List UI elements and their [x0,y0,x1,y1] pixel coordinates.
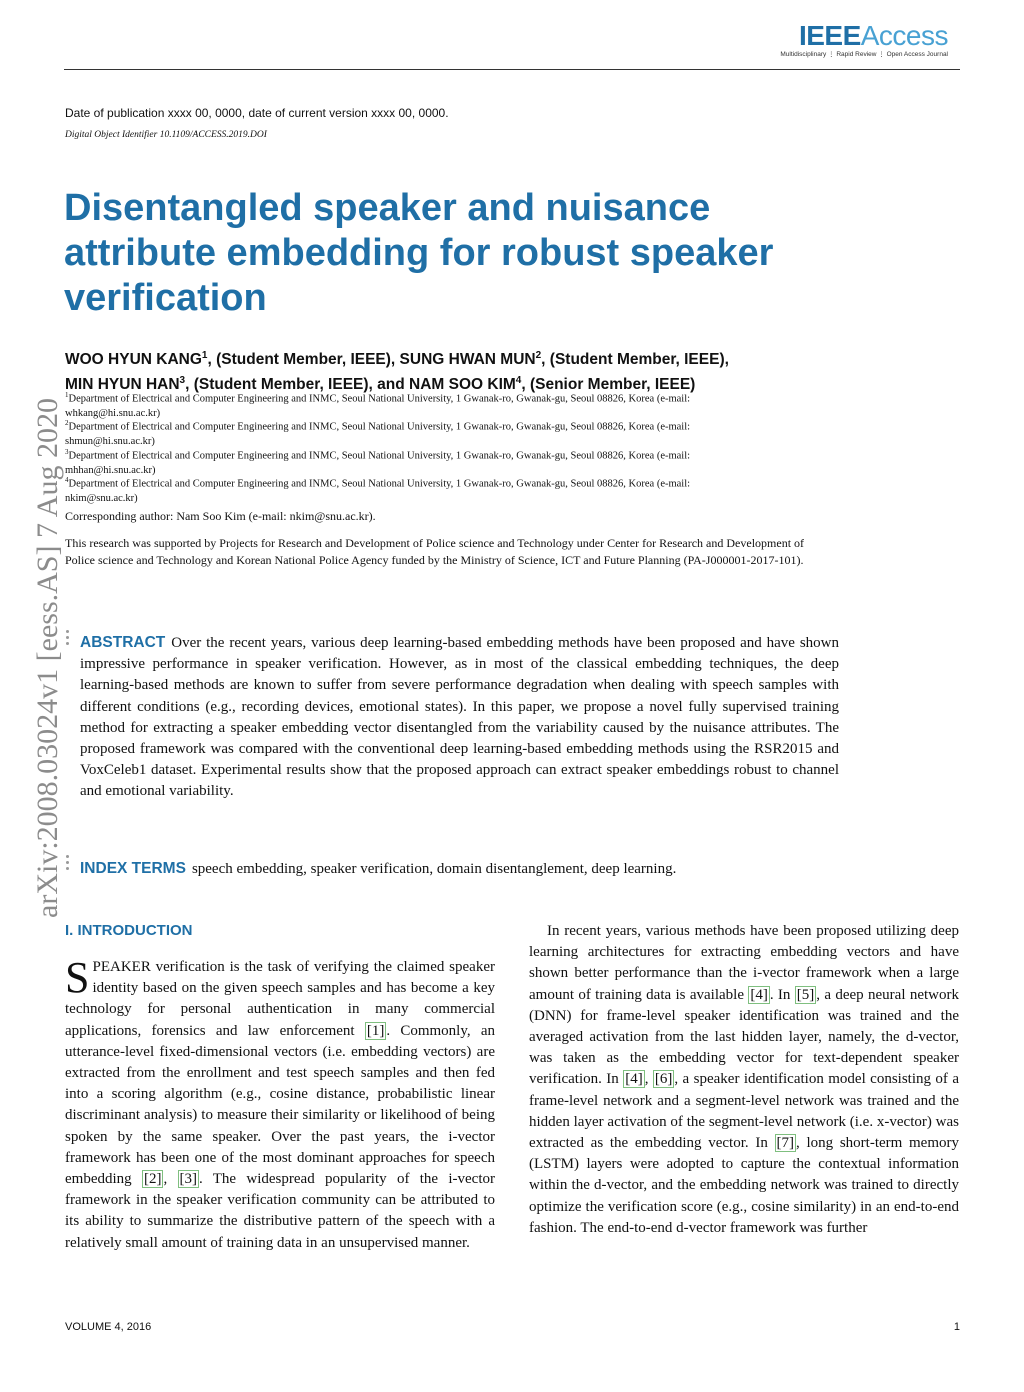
author-role: , (Senior Member, IEEE) [521,376,696,394]
paragraph-text: PEAKER verification is the task of verifying the claimed speaker identity based on the given speech samples and has become a key technology for personal authentication in many commercial applications, forensics and law enforcement [65,959,495,1039]
paragraph-text: In recent years, various methods have been proposed utilizing deep learning architectures for extracting embedding vectors and have shown better performance than the i-vector framework when a large amount of training data is available [529,923,959,1003]
publication-date: Date of publication xxxx 00, 0000, date of current version xxxx 00, 0000. [65,106,449,120]
dropcap: S [65,953,90,1002]
footer-volume: VOLUME 4, 2016 [65,1321,152,1333]
author-role: , (Student Member, IEEE), and [185,376,410,394]
affiliation-email[interactable]: whkang@hi.snu.ac.kr) [65,407,161,419]
affiliation-text: Department of Electrical and Computer Engineering and INMC, Seoul National University, 1 Gwanak-ro, Gwanak-gu, Seoul 08826, Korea (e-mail: [68,393,691,405]
paper-title: Disentangled speaker and nuisance attribute embedding for robust speaker verification [64,187,774,319]
author-name: NAM SOO KIM [409,376,516,394]
author-name: SUNG HWAN MUN [399,351,536,369]
author-sup: 4 [515,375,522,387]
abstract [80,632,839,803]
index-terms [80,858,839,880]
journal-logo [780,20,948,58]
citation-link[interactable]: [5] [796,986,815,1003]
dots-icon [65,855,71,873]
author-role: , (Student Member, IEEE), [207,351,400,369]
author-name: WOO HYUN KANG [65,351,202,369]
author-sup: 3 [179,375,186,387]
paragraph: SPEAKER verification is the task of verifying the claimed speaker identity based on the given speech samples and has become a key technology for personal authentication in many commercial applications, forensics and law enforcement [1] . Commonly, an utterance-level fixed-dimensional vectors (i.e. embedding vectors) are extracted from the enrollment and test speech samples and then fed into a scoring algorithm (e.g., cosine distance, probabilistic linear discriminant analysis) to measure their similarity or likelihood of being spoken by the same speaker. Over the past years, the i-vector framework has been one of the most dominant approaches for speech embedding [2] , [3] . The widespread popularity of the i-vector framework in the speaker verification community can be attributed to its ability to summarize the distributive pattern of the speech with a relatively small amount of training data in an unsupervised manner. [65,953,495,1251]
body-column-right [529,921,959,1239]
citation-link[interactable]: [6] [654,1071,673,1088]
dots-icon [65,630,71,648]
affiliation-sup: 1 [65,391,69,399]
affiliation-sup: 3 [65,448,69,456]
affiliation [65,416,785,449]
affiliation [65,473,785,506]
affiliation-text: Department of Electrical and Computer Engineering and INMC, Seoul National University, 1 Gwanak-ro, Gwanak-gu, Seoul 08826, Korea (e-mail: [68,478,691,490]
paragraph-text: , a speaker identification model consisting of a frame-level network and a segment-level network was trained and the hidden layer activation of the segment-level network (i.e. x-vector) was extracted as the embedding vector. In [529,1071,959,1152]
affiliation-sup: 4 [65,476,69,484]
paragraph-text: , long short-term memory (LSTM) layers were adopted to capture the contextual information within the d-vector, and the embedding network was trained to directly optimize the verification score (e.g., cosine similarity) in an end-to-end fashion. The end-to-end d-vector framework was further [529,1135,959,1236]
abstract-label: ABSTRACT [80,634,166,651]
doi: Digital Object Identifier 10.1109/ACCESS.2019.DOI [65,130,267,140]
citation-link[interactable]: [4] [750,986,768,1003]
citation-link[interactable]: [3] [179,1171,197,1188]
index-terms-label: INDEX TERMS [80,860,186,877]
page-number: 1 [953,1321,960,1333]
author-role: , (Student Member, IEEE), [541,351,729,369]
paragraph: In recent years, various methods have been proposed utilizing deep learning architectures for extracting embedding vectors and have shown better performance than the i-vector framework when a large amount of training data is available [4] . In [5] , a deep neural network (DNN) for frame-level speaker identification was trained and the averaged activation from the last hidden layer, namely, the d-vector, was taken as the embedding vector for text-dependent speaker verification. In [4] , [6] , a speaker identification model consisting of a frame-level network and a segment-level network was trained and the hidden layer activation of the segment-level network (i.e. x-vector) was extracted as the embedding vector. In [7] , long short-term memory (LSTM) layers were adopted to capture the contextual information within the d-vector, and the embedding network was trained to directly optimize the verification score (e.g., cosine similarity) in an end-to-end fashion. The end-to-end d-vector framework was further [529,923,959,1236]
author-sup: 2 [535,350,542,361]
affiliation-text: Department of Electrical and Computer Engineering and INMC, Seoul National University, 1 Gwanak-ro, Gwanak-gu, Seoul 08826, Korea (e-mail: [68,450,691,462]
body-column-left [65,953,495,1254]
section-heading: I. INTRODUCTION [65,922,193,939]
citation-link[interactable]: [7] [776,1135,795,1152]
logo-access: Access [860,20,948,51]
corresponding-author: Corresponding author: Nam Soo Kim (e-mail: nkim@snu.ac.kr). [65,509,376,523]
author-name: MIN HYUN HAN [65,376,180,394]
affiliation-email[interactable]: shmun@hi.snu.ac.kr) [65,435,155,447]
header-rule [64,69,960,70]
author-sup: 1 [201,350,208,361]
paragraph-text: . The widespread popularity of the i-vector framework in the speaker verification community can be attributed to its ability to summarize the distributive pattern of the speech with a relatively small amount of training data in an unsupervised manner. [65,1171,495,1251]
funding-note: This research was supported by Projects for Research and Development of Police science and Technology under Center for Research and Development of Police science and Technology and Korean National Police Agency funded by the Ministry of Science, ICT and Future Planning (PA-J000001-2017-101). [65,536,805,567]
citation-link[interactable]: [1] [366,1022,385,1039]
abstract-text: Over the recent years, various deep learning-based embedding methods have been proposed and have shown impressive performance in speaker verification. However, as in most of the classical embedding techniques, the deep learning-based methods are known to suffer from severe performance degradation when dealing with speech samples with different conditions (e.g., recording devices, emotional states). In this paper, we propose a novel fully supervised training method for extracting a speaker embedding vector disentangled from the variability caused by the nuisance attributes. The proposed framework was compared with the conventional deep learning-based embedding methods using the RSR2015 and VoxCeleb1 dataset. Experimental results show that the proposed approach can extract speaker embeddings robust to channel and emotional variability. [80,635,839,800]
paragraph-text: . In [769,986,795,1003]
paragraph-text: . Commonly, an utterance-level fixed-dimensional vectors (i.e. embedding vectors) are extracted from the enrollment and test speech samples and then fed into a scoring algorithm (e.g., cosine distance, probabilistic linear discriminant analysis) to measure their similarity or likelihood of being spoken by the same speaker. Over the past years, the i-vector framework has been one of the most dominant approaches for speech embedding [65,1022,495,1188]
affiliation-email[interactable]: nkim@snu.ac.kr) [65,492,138,504]
affiliation-email[interactable]: mhhan@hi.snu.ac.kr) [65,464,156,476]
affiliation-text: Department of Electrical and Computer Engineering and INMC, Seoul National University, 1 Gwanak-ro, Gwanak-gu, Seoul 08826, Korea (e-mail: [68,421,691,433]
citation-link[interactable]: [2] [143,1171,162,1188]
affiliation-sup: 2 [65,419,69,427]
arxiv-stamp: arXiv:2008.03024v1 [eess.AS] 7 Aug 2020 [31,398,64,918]
citation-link[interactable]: [4] [625,1071,643,1088]
index-terms-text: speech embedding, speaker verification, domain disentanglement, deep learning. [191,861,677,877]
paragraph-text: , a deep neural network (DNN) for frame-level speaker identification was trained and the averaged activation from the last hidden layer, namely, the d-vector, was taken as the embedding vector for text-dependent speaker verification. In [529,986,959,1088]
logo-ieee: IEEE [798,20,861,51]
logo-tagline: Multidisciplinary ⋮ Rapid Review ⋮ Open Access Journal [780,51,948,58]
